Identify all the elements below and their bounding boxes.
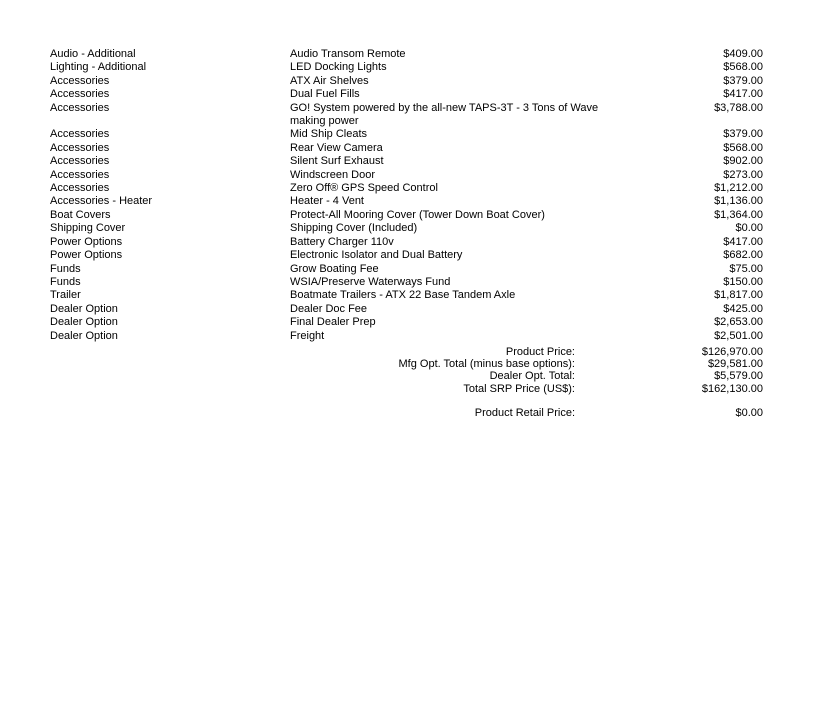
item-description: Freight [290,329,325,342]
item-price: $150.00 [723,275,763,288]
line-item-row [50,236,763,249]
item-price: $417.00 [723,88,763,101]
item-category: Lighting - Additional [50,61,147,74]
summary-value: $126,970.00 [701,345,763,358]
line-item-row [50,209,763,222]
item-category: Power Options [50,235,123,248]
item-price: $75.00 [729,262,763,275]
item-description: WSIA/Preserve Waterways Fund [290,275,451,288]
line-items-table [50,48,763,343]
item-price: $682.00 [723,249,763,262]
summary-row [50,358,763,370]
item-price: $1,212.00 [714,182,763,195]
item-price: $379.00 [723,128,763,141]
item-description: Mid Ship Cleats [290,128,368,141]
item-description: LED Docking Lights [290,61,387,74]
item-category: Accessories [50,155,110,168]
item-price: $568.00 [723,141,763,154]
item-price: $1,136.00 [714,195,763,208]
line-item-row [50,249,763,262]
line-item-row [50,48,763,61]
summary-value: $5,579.00 [714,370,763,383]
item-category: Boat Covers [50,208,111,221]
item-category: Accessories [50,74,110,87]
summary-row [50,383,763,395]
item-description: Electronic Isolator and Dual Battery [290,249,463,262]
item-price: $2,501.00 [714,329,763,342]
item-price: $409.00 [723,48,763,60]
summary-label: Dealer Opt. Total: [489,370,575,383]
item-category: Accessories [50,101,110,114]
item-description: Silent Surf Exhaust [290,155,384,168]
item-price: $417.00 [723,235,763,248]
item-category: Trailer [50,289,81,302]
item-price: $568.00 [723,61,763,74]
item-description: Dealer Doc Fee [290,302,368,315]
item-description: GO! System powered by the all-new TAPS-3T - 3 Tons of Wave making power [290,101,599,128]
line-item-row [50,142,763,155]
summary-label: Mfg Opt. Total (minus base options): [398,358,575,371]
item-price: $273.00 [723,168,763,181]
item-category: Accessories [50,141,110,154]
line-item-row [50,75,763,88]
retail-price-row [50,407,763,419]
item-description: Protect-All Mooring Cover (Tower Down Boat Cover) [290,208,545,221]
line-item-row [50,276,763,289]
item-price: $379.00 [723,74,763,87]
pricing-summary [50,346,763,395]
item-description: Heater - 4 Vent [290,195,364,208]
line-item-row [50,289,763,302]
item-description: Rear View Camera [290,141,383,154]
line-item-row [50,128,763,141]
item-price: $0.00 [735,222,763,235]
item-category: Accessories - Heater [50,195,153,208]
item-category: Dealer Option [50,316,118,329]
line-item-row [50,155,763,168]
item-price: $902.00 [723,155,763,168]
line-item-row [50,222,763,235]
line-item-row [50,330,763,343]
summary-label: Product Price: [505,345,575,358]
item-description: Final Dealer Prep [290,316,376,329]
line-item-row [50,88,763,101]
item-category: Accessories [50,182,110,195]
line-item-row [50,263,763,276]
item-price: $3,788.00 [714,101,763,114]
retail-price-value: $0.00 [735,406,763,419]
item-description: Audio Transom Remote [290,48,406,60]
item-description: Grow Boating Fee [290,262,379,275]
item-category: Accessories [50,168,110,181]
summary-row [50,346,763,358]
item-category: Power Options [50,249,123,262]
line-item-row [50,61,763,74]
item-category: Dealer Option [50,329,118,342]
line-item-row [50,182,763,195]
item-description: Windscreen Door [290,168,375,181]
line-item-row [50,303,763,316]
line-item-row [50,195,763,208]
item-price: $1,364.00 [714,208,763,221]
item-price: $1,817.00 [714,289,763,302]
item-category: Accessories [50,88,110,101]
summary-value: $162,130.00 [701,382,763,395]
item-category: Funds [50,275,81,288]
summary-value: $29,581.00 [707,358,763,371]
item-category: Audio - Additional [50,48,136,60]
item-price: $2,653.00 [714,316,763,329]
item-price: $425.00 [723,302,763,315]
item-description: Dual Fuel Fills [290,88,360,101]
item-description: Zero Off® GPS Speed Control [290,182,438,195]
item-description: Shipping Cover (Included) [290,222,418,235]
item-description: ATX Air Shelves [290,74,369,87]
line-item-row [50,169,763,182]
summary-label: Total SRP Price (US$): [463,382,575,395]
item-description: Battery Charger 110v [290,235,394,248]
line-item-row [50,316,763,329]
item-description: Boatmate Trailers - ATX 22 Base Tandem Axle [290,289,516,302]
item-category: Dealer Option [50,302,118,315]
summary-row [50,370,763,382]
retail-price-label: Product Retail Price: [474,406,575,419]
item-category: Shipping Cover [50,222,126,235]
line-item-row [50,102,763,129]
item-category: Funds [50,262,81,275]
item-category: Accessories [50,128,110,141]
